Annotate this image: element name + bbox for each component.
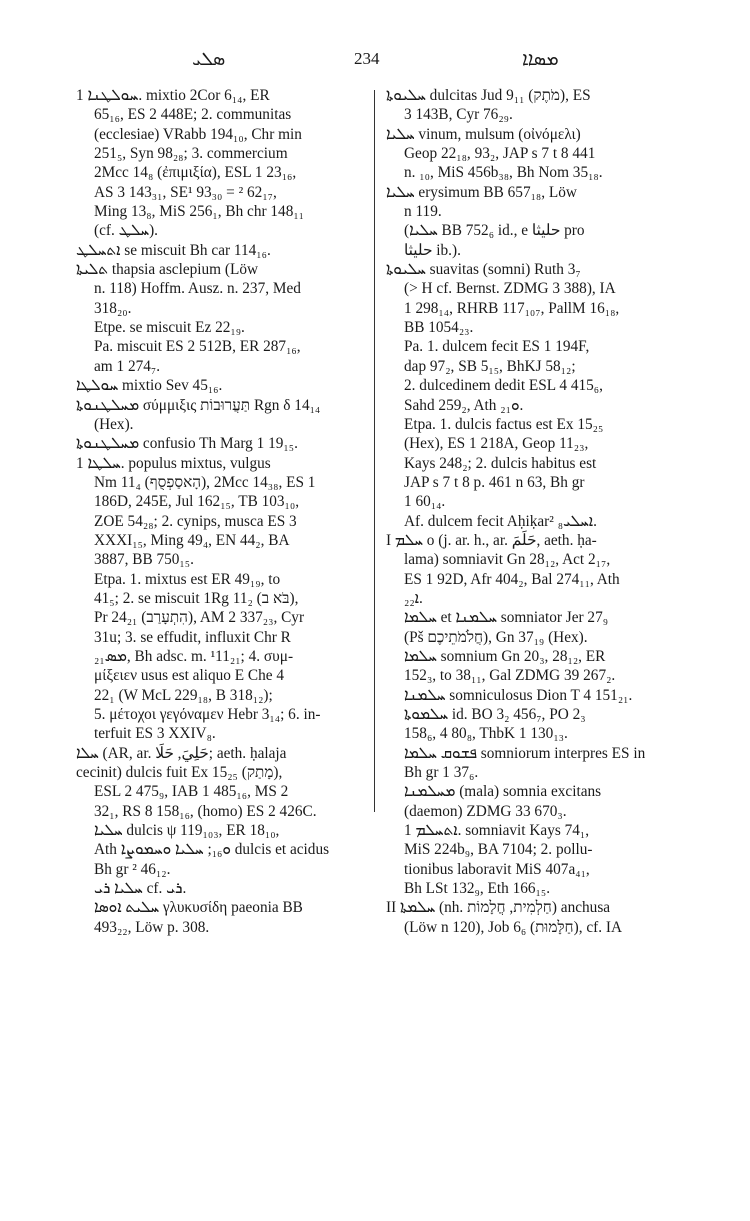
entry-line: ܚܠܝܐ vinum, mulsum (οἰνόμελι) <box>386 125 581 143</box>
entry-line: 22₁ (W McL 229₁₈, B 318₁₂); <box>94 686 273 704</box>
entry-line: (ܚܠܝܐ BB 752₆ id., e حليثا pro <box>404 222 585 240</box>
entry-line: cecinit) dulcis fuit Ex 15₂₅ (מָתַק), <box>76 764 283 782</box>
entry-line: ܡܚܠܛܢܘܬܐ confusio Th Marg 1 19₁₅. <box>76 435 298 453</box>
entry-line: ES 1 92D, Afr 404₂, Bal 274₁₁, Ath <box>404 570 620 588</box>
entry-line: μίξειεν usus est aliquo E Che 4 <box>94 667 285 685</box>
entry-line: ܚܠܝܐ dulcis ψ 119₁₀₃, ER 18₁₀, <box>94 822 280 840</box>
entry-line: n 119. <box>404 203 442 221</box>
entry-line: tionibus laboravit MiS 407a₄₁, <box>404 860 590 878</box>
entry-line: 5. μέτοχοι γεγόναμεν Hebr 3₁₄; 6. in- <box>94 706 321 723</box>
entry-line: 1 60₁₄. <box>404 493 446 511</box>
right-column <box>386 86 704 937</box>
entry-line: 3 143B, Cyr 76₂₉. <box>404 106 513 124</box>
entry-line: Pr 24₂₁ (הִתְעָרַב), AM 2 337₂₃, Cyr <box>94 609 305 627</box>
entry-line: Bh gr ² 46₁₂. <box>94 860 171 878</box>
entry-line: dap 97₂, SB 5₁₅, BhKJ 58₁₂; <box>404 357 576 375</box>
entry-line: ܚܠܡܘܬܐ id. BO 3₂ 456₇, PO 2₃ <box>404 706 586 723</box>
entry-line: Etpa. 1. mixtus est ER 49₁₉, to <box>94 570 281 588</box>
entry-line: 158₆, 4 80₈, ThbK 1 130₁₃. <box>404 725 568 743</box>
entry-line: AS 3 143₃₁, SE¹ 93₃₀ = ² 62₁₇, <box>94 183 277 201</box>
entry-line: (> H cf. Bernst. ZDMG 3 388), IA <box>404 280 616 298</box>
entry-line: ESL 2 475₉, IAB 1 485₁₆, MS 2 <box>94 783 289 801</box>
entry-line: MiS 224b₉, BA 7104; 2. pollu- <box>404 841 593 859</box>
entry-line: ZOE 54₂₈; 2. cynips, musca ES 3 <box>94 512 297 530</box>
entry-line: 251₅, Syn 98₂₈; 3. commercium <box>94 145 288 163</box>
entry-line: 2Mcc 14₈ (ἐπιμιξία), ESL 1 23₁₆, <box>94 164 297 182</box>
running-head-right: ܡܣܐܐ <box>522 48 559 70</box>
entry-line: Etpe. se miscuit Ez 22₁₉. <box>94 319 245 337</box>
entry-line: ܚܠܝܐ ܪܝ cf. ܪܝ. <box>94 880 187 898</box>
entry-line: terfuit ES 3 XXIV₈. <box>94 725 216 743</box>
entry-line: ܡܚܠܡܢܐ (mala) somnia excitans <box>404 783 602 801</box>
entry-line: ܚܠܝܐ erysimum BB 657₁₈, Löw <box>386 183 577 201</box>
entry-line: (Pš חֲלֹמֹתֵיכֶם), Gn 37₁₉ (Hex). <box>404 628 588 646</box>
entry-line: ܐ₂₂. <box>404 589 423 607</box>
entry-line: JAP s 7 t 8 p. 461 n 63, Bh gr <box>404 473 585 491</box>
entry-line: ܚܠܝܘܬܐ dulcitas Jud 9₁₁ (מֹתֶק), ES <box>386 87 591 104</box>
entry-line: ܬܠܝܬܐ thapsia asclepium (Löw <box>76 261 259 279</box>
left-column <box>76 86 368 937</box>
entry-line: ܚܠܡܐ et ܚܠܡܢܐ somniator Jer 27₉ <box>404 609 609 627</box>
entry-line: Pa. miscuit ES 2 512B, ER 287₁₆, <box>94 338 301 356</box>
entry-line: ܚܘܠܛܐ mixtio Sev 45₁₆. <box>76 377 223 395</box>
entry-line: ܡܚܠܛܢܘܬܐ σύμμιξις תַּעֲרוּבוֹת Rgn δ 14₁₄ <box>76 396 321 414</box>
entry-line: ܐܬܚܠܛ se miscuit Bh car 114₁₆. <box>76 241 271 259</box>
entry-line: 41₅; 2. se miscuit 1Rg 11₂ (בֹּא ב), <box>94 589 299 607</box>
entry-line: 493₂₂, Löw p. 308. <box>94 918 210 936</box>
column-divider <box>374 90 375 812</box>
entry-line: ܚܘܠܛܢܐ 1. mixtio 2Cor 6₁₄, ER <box>76 87 270 104</box>
running-head-left: ܣܠܝ <box>192 48 226 70</box>
entry-line: (ecclesiae) VRabb 194₁₀, Chr min <box>94 125 302 143</box>
entry-line: ܚܠܛܐ 1. populus mixtus, vulgus <box>76 454 271 472</box>
entry-line: ܐܬܚܠܡ 1. somniavit Kays 74₁, <box>404 822 590 840</box>
entry-line: BB 1054₂₃. <box>404 319 474 337</box>
entry-line: Ath ܘ₁₆; ܚܠܝܐ ܘܚܡܘܨܐ dulcis et acidus <box>94 841 330 859</box>
entry-line: حليثا ib.). <box>404 241 461 259</box>
entry-line: 32₁, RS 8 158₁₆, (homo) ES 2 426C. <box>94 802 317 820</box>
entry-line: (Löw n 120), Job 6₆ (חַלָּמוּת), cf. IA <box>404 918 623 936</box>
entry-line: n. 118) Hoffm. Ausz. n. 237, Med <box>94 280 301 298</box>
entry-line: lama) somniavit Gn 28₁₂, Act 2₁₇, <box>404 551 611 569</box>
entry-line: 65₁₆, ES 2 448E; 2. communitas <box>94 106 292 124</box>
entry-line: Af. dulcem fecit Aḥiḳar² ܐܚܠܝ₈. <box>404 512 597 530</box>
entry-line: II ܚܠܡܬܐ (nh. חַלְמִית, חֲלָמוֹת) anchusa <box>386 899 611 917</box>
entry-line: 1 298₁₄, RHRB 117₁₀₇, PallM 16₁₈, <box>404 299 620 317</box>
entry-line: am 1 274₇. <box>94 357 161 375</box>
entry-line: (cf. ܚܠܛ). <box>94 222 158 240</box>
entry-line: 3887, BB 750₁₅. <box>94 551 194 569</box>
entry-line: Nm 11₄ (הָאסַפְסֻף), 2Mcc 14₃₈, ES 1 <box>94 473 316 491</box>
entry-line: 152₃, to 38₁₁, Gal ZDMG 39 267₂. <box>404 667 616 685</box>
entry-line: ܚܠܡܢܐ somniculosus Dion T 4 151₂₁. <box>404 686 633 704</box>
entry-line: (Hex). <box>94 415 134 433</box>
entry-line: XXXI₁₅, Ming 49₄, EN 44₂, BA <box>94 531 290 549</box>
entry-line: Bh LSt 132₉, Eth 166₁₅. <box>404 880 551 898</box>
entry-line: Geop 22₁₈, 93₂, JAP s 7 t 8 441 <box>404 145 596 163</box>
entry-line: ܚܠܡܐ somnium Gn 20₃, 28₁₂, ER <box>404 647 606 665</box>
entry-line: ܚܠܝܘܬܐ suavitas (somni) Ruth 3₇ <box>386 261 581 279</box>
entry-line: 186D, 245E, Jul 162₁₅, TB 103₁₀, <box>94 493 300 511</box>
entry-line: Kays 248₂; 2. dulcis habitus est <box>404 454 597 472</box>
entry-line: 31u; 3. se effudit, influxit Chr R <box>94 628 291 646</box>
entry-line: Etpa. 1. dulcis factus est Ex 15₂₅ <box>404 415 604 433</box>
entry-line: Bh gr 1 37₆. <box>404 764 479 782</box>
entry-line: ܡܣ₂₁, Bh adsc. m. ¹11₂₁; 4. συμ- <box>94 647 294 665</box>
entry-line: 318₂₀. <box>94 299 132 317</box>
entry-line: I ܚܠܡ o (j. ar. h., ar. حَلَمَ, aeth. ḥa- <box>386 531 597 549</box>
entry-line: Pa. 1. dulcem fecit ES 1 194F, <box>404 338 590 356</box>
entry-line: ܦܫܘܩ ܚܠܡܐ somniorum interpres ES in <box>404 744 646 762</box>
entry-line: n. ₁₀, MiS 456b₃₈, Bh Nom 35₁₈. <box>404 164 603 182</box>
entry-line: ܚܠܐ (AR, ar. حَلِيَ, حَلَا; aeth. ḥalaja <box>76 744 287 762</box>
entry-line: (daemon) ZDMG 33 670₃. <box>404 802 567 820</box>
entry-line: 2. dulcedinem dedit ESL 4 415₆, <box>404 377 603 395</box>
page-number: 234 <box>354 49 380 68</box>
entry-line: Sahd 259₂, Ath ܘ₂₁. <box>404 396 524 414</box>
entry-line: Ming 13₈, MiS 256₁, Bh chr 148₁₁ <box>94 203 305 221</box>
entry-line: ܚܠܝܬ ܐܘܣܐ γλυκυσίδη paeonia BB <box>94 899 303 917</box>
entry-line: (Hex), ES 1 218A, Geop 11₂₃, <box>404 435 589 453</box>
